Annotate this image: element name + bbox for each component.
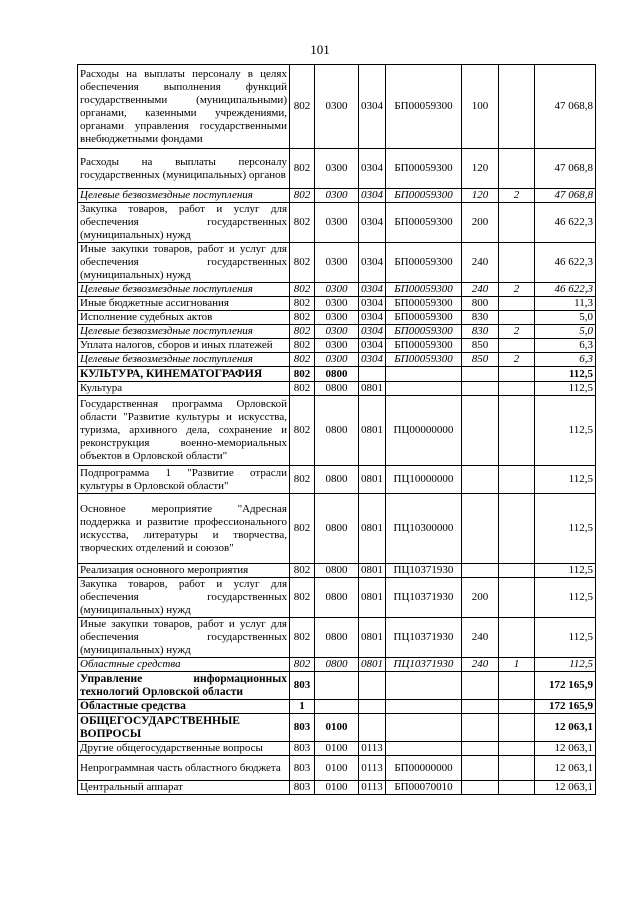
table-row: [78, 382, 596, 396]
table-row: [78, 494, 596, 564]
razdel-code: 0300: [315, 65, 359, 149]
expense-type-code: 830: [462, 311, 499, 325]
target-article-code: БП00059300: [386, 243, 462, 283]
target-article-code: ПЦ10371930: [386, 618, 462, 658]
budget-table: [77, 64, 596, 795]
vedomstvo-code: 1: [290, 700, 315, 714]
target-article-code: БП00059300: [386, 311, 462, 325]
target-article-code: [386, 672, 462, 700]
razdel-code: [315, 672, 359, 700]
target-article-code: БП00059300: [386, 189, 462, 203]
amount: 6,3: [535, 339, 596, 353]
vedomstvo-code: 802: [290, 65, 315, 149]
row-name: Целевые безвозмездные поступления: [78, 325, 290, 339]
vedomstvo-code: 802: [290, 618, 315, 658]
expense-type-code: 200: [462, 203, 499, 243]
podrazdel-code: 0304: [359, 243, 386, 283]
row-name: Управление информационных технологий Орловской области: [78, 672, 290, 700]
podrazdel-code: 0801: [359, 618, 386, 658]
row-name: Непрограммная часть областного бюджета: [78, 756, 290, 781]
row-name: Иные бюджетные ассигнования: [78, 297, 290, 311]
razdel-code: 0800: [315, 466, 359, 494]
row-name: Целевые безвозмездные поступления: [78, 283, 290, 297]
row-name: Иные закупки товаров, работ и услуг для обеспечения государственных (муниципальных) нужд: [78, 243, 290, 283]
funding-source-code: [499, 297, 535, 311]
razdel-code: 0800: [315, 367, 359, 382]
vedomstvo-code: 803: [290, 781, 315, 795]
razdel-code: 0100: [315, 742, 359, 756]
podrazdel-code: 0801: [359, 466, 386, 494]
table-row: [78, 618, 596, 658]
vedomstvo-code: 802: [290, 339, 315, 353]
funding-source-code: [499, 714, 535, 742]
target-article-code: [386, 742, 462, 756]
table-row: [78, 203, 596, 243]
amount: 47 068,8: [535, 149, 596, 189]
podrazdel-code: 0801: [359, 382, 386, 396]
expense-type-code: 240: [462, 618, 499, 658]
razdel-code: 0800: [315, 564, 359, 578]
funding-source-code: [499, 564, 535, 578]
expense-type-code: 100: [462, 65, 499, 149]
amount: 112,5: [535, 396, 596, 466]
table-row: [78, 325, 596, 339]
vedomstvo-code: 802: [290, 658, 315, 672]
razdel-code: 0300: [315, 189, 359, 203]
amount: 5,0: [535, 325, 596, 339]
expense-type-code: 850: [462, 353, 499, 367]
amount: 46 622,3: [535, 243, 596, 283]
table-row: [78, 283, 596, 297]
amount: 112,5: [535, 367, 596, 382]
funding-source-code: 2: [499, 283, 535, 297]
table-row: [78, 700, 596, 714]
vedomstvo-code: 802: [290, 297, 315, 311]
amount: 12 063,1: [535, 742, 596, 756]
table-row: [78, 564, 596, 578]
target-article-code: ПЦ10000000: [386, 466, 462, 494]
target-article-code: БП00059300: [386, 203, 462, 243]
funding-source-code: 1: [499, 658, 535, 672]
funding-source-code: [499, 311, 535, 325]
target-article-code: БП00070010: [386, 781, 462, 795]
razdel-code: 0300: [315, 297, 359, 311]
amount: 112,5: [535, 578, 596, 618]
row-name: Культура: [78, 382, 290, 396]
target-article-code: [386, 714, 462, 742]
page-number: 101: [310, 42, 330, 57]
razdel-code: 0800: [315, 618, 359, 658]
target-article-code: БП00059300: [386, 353, 462, 367]
expense-type-code: [462, 756, 499, 781]
vedomstvo-code: 803: [290, 756, 315, 781]
podrazdel-code: 0304: [359, 325, 386, 339]
podrazdel-code: 0304: [359, 339, 386, 353]
razdel-code: 0800: [315, 396, 359, 466]
razdel-code: 0100: [315, 781, 359, 795]
razdel-code: [315, 700, 359, 714]
razdel-code: 0300: [315, 353, 359, 367]
podrazdel-code: 0113: [359, 781, 386, 795]
row-name: Областные средства: [78, 700, 290, 714]
table-row: [78, 742, 596, 756]
row-name: Подпрограмма 1 "Развитие отрасли культуры в Орловской области": [78, 466, 290, 494]
vedomstvo-code: 802: [290, 578, 315, 618]
target-article-code: БП00000000: [386, 756, 462, 781]
table-row: [78, 243, 596, 283]
razdel-code: 0100: [315, 714, 359, 742]
row-name: Другие общегосударственные вопросы: [78, 742, 290, 756]
table-row: [78, 714, 596, 742]
table-row: [78, 466, 596, 494]
amount: 46 622,3: [535, 283, 596, 297]
podrazdel-code: 0304: [359, 65, 386, 149]
podrazdel-code: [359, 700, 386, 714]
funding-source-code: [499, 672, 535, 700]
funding-source-code: [499, 367, 535, 382]
vedomstvo-code: 802: [290, 325, 315, 339]
funding-source-code: 2: [499, 189, 535, 203]
vedomstvo-code: 802: [290, 311, 315, 325]
expense-type-code: [462, 672, 499, 700]
row-name: Уплата налогов, сборов и иных платежей: [78, 339, 290, 353]
podrazdel-code: 0304: [359, 311, 386, 325]
row-name: Расходы на выплаты персоналу государственных (муниципальных) органов: [78, 149, 290, 189]
funding-source-code: [499, 382, 535, 396]
podrazdel-code: 0304: [359, 203, 386, 243]
target-article-code: БП00059300: [386, 149, 462, 189]
row-name: КУЛЬТУРА, КИНЕМАТОГРАФИЯ: [78, 367, 290, 382]
amount: 46 622,3: [535, 203, 596, 243]
amount: 47 068,8: [535, 189, 596, 203]
expense-type-code: 830: [462, 325, 499, 339]
funding-source-code: [499, 618, 535, 658]
table-row: [78, 781, 596, 795]
expense-type-code: [462, 700, 499, 714]
expense-type-code: [462, 714, 499, 742]
expense-type-code: [462, 742, 499, 756]
podrazdel-code: 0801: [359, 564, 386, 578]
funding-source-code: [499, 494, 535, 564]
razdel-code: 0300: [315, 325, 359, 339]
vedomstvo-code: 802: [290, 367, 315, 382]
table-row: [78, 149, 596, 189]
razdel-code: 0300: [315, 311, 359, 325]
row-name: Закупка товаров, работ и услуг для обеспечения государственных (муниципальных) нужд: [78, 203, 290, 243]
row-name: Реализация основного мероприятия: [78, 564, 290, 578]
row-name: Областные средства: [78, 658, 290, 672]
funding-source-code: [499, 466, 535, 494]
razdel-code: 0300: [315, 283, 359, 297]
vedomstvo-code: 802: [290, 189, 315, 203]
razdel-code: 0300: [315, 339, 359, 353]
table-row: [78, 396, 596, 466]
podrazdel-code: 0304: [359, 149, 386, 189]
expense-type-code: 200: [462, 578, 499, 618]
razdel-code: 0300: [315, 149, 359, 189]
expense-type-code: [462, 781, 499, 795]
vedomstvo-code: 802: [290, 564, 315, 578]
vedomstvo-code: 802: [290, 203, 315, 243]
target-article-code: БП00059300: [386, 65, 462, 149]
vedomstvo-code: 802: [290, 382, 315, 396]
row-name: Целевые безвозмездные поступления: [78, 189, 290, 203]
amount: 172 165,9: [535, 700, 596, 714]
target-article-code: БП00059300: [386, 297, 462, 311]
target-article-code: БП00059300: [386, 339, 462, 353]
razdel-code: 0300: [315, 203, 359, 243]
target-article-code: ПЦ10371930: [386, 658, 462, 672]
row-name: Целевые безвозмездные поступления: [78, 353, 290, 367]
table-row: [78, 672, 596, 700]
table-row: [78, 339, 596, 353]
funding-source-code: [499, 756, 535, 781]
funding-source-code: [499, 578, 535, 618]
target-article-code: ПЦ00000000: [386, 396, 462, 466]
podrazdel-code: [359, 672, 386, 700]
expense-type-code: [462, 466, 499, 494]
expense-type-code: 240: [462, 283, 499, 297]
expense-type-code: [462, 396, 499, 466]
vedomstvo-code: 803: [290, 742, 315, 756]
podrazdel-code: [359, 367, 386, 382]
podrazdel-code: 0801: [359, 578, 386, 618]
razdel-code: 0800: [315, 494, 359, 564]
podrazdel-code: 0304: [359, 353, 386, 367]
amount: 12 063,1: [535, 756, 596, 781]
amount: 5,0: [535, 311, 596, 325]
expense-type-code: [462, 382, 499, 396]
funding-source-code: 2: [499, 353, 535, 367]
vedomstvo-code: 802: [290, 243, 315, 283]
funding-source-code: [499, 700, 535, 714]
expense-type-code: [462, 367, 499, 382]
podrazdel-code: 0801: [359, 494, 386, 564]
vedomstvo-code: 802: [290, 466, 315, 494]
table-row: [78, 578, 596, 618]
target-article-code: ПЦ10300000: [386, 494, 462, 564]
row-name: Расходы на выплаты персоналу в целях обеспечения выполнения функций государственными (муниципальными) органами, казенными учреждениями, органами управления государственными внебюджетными фондами: [78, 65, 290, 149]
expense-type-code: 240: [462, 658, 499, 672]
funding-source-code: [499, 339, 535, 353]
funding-source-code: [499, 781, 535, 795]
vedomstvo-code: 803: [290, 714, 315, 742]
podrazdel-code: [359, 714, 386, 742]
expense-type-code: [462, 564, 499, 578]
amount: 12 063,1: [535, 714, 596, 742]
row-name: Центральный аппарат: [78, 781, 290, 795]
amount: 47 068,8: [535, 65, 596, 149]
podrazdel-code: 0304: [359, 297, 386, 311]
target-article-code: [386, 700, 462, 714]
table-row: [78, 297, 596, 311]
funding-source-code: [499, 742, 535, 756]
podrazdel-code: 0113: [359, 742, 386, 756]
podrazdel-code: 0801: [359, 658, 386, 672]
amount: 112,5: [535, 382, 596, 396]
podrazdel-code: 0113: [359, 756, 386, 781]
amount: 172 165,9: [535, 672, 596, 700]
vedomstvo-code: 802: [290, 353, 315, 367]
amount: 112,5: [535, 466, 596, 494]
expense-type-code: 800: [462, 297, 499, 311]
row-name: Государственная программа Орловской области "Развитие культуры и искусства, туризма, архивного дела, сохранение и реконструкция военно-мемориальных объектов в Орловской области": [78, 396, 290, 466]
podrazdel-code: 0801: [359, 396, 386, 466]
table-row: [78, 658, 596, 672]
vedomstvo-code: 803: [290, 672, 315, 700]
target-article-code: [386, 382, 462, 396]
table-row: [78, 367, 596, 382]
expense-type-code: 850: [462, 339, 499, 353]
funding-source-code: [499, 243, 535, 283]
funding-source-code: [499, 65, 535, 149]
podrazdel-code: 0304: [359, 189, 386, 203]
table-row: [78, 311, 596, 325]
vedomstvo-code: 802: [290, 494, 315, 564]
funding-source-code: 2: [499, 325, 535, 339]
razdel-code: 0100: [315, 756, 359, 781]
expense-type-code: 120: [462, 189, 499, 203]
table-row: [78, 189, 596, 203]
vedomstvo-code: 802: [290, 283, 315, 297]
razdel-code: 0800: [315, 578, 359, 618]
expense-type-code: [462, 494, 499, 564]
vedomstvo-code: 802: [290, 149, 315, 189]
target-article-code: БП00059300: [386, 325, 462, 339]
row-name: ОБЩЕГОСУДАРСТВЕННЫЕ ВОПРОСЫ: [78, 714, 290, 742]
amount: 6,3: [535, 353, 596, 367]
target-article-code: БП00059300: [386, 283, 462, 297]
razdel-code: 0800: [315, 658, 359, 672]
razdel-code: 0300: [315, 243, 359, 283]
target-article-code: ПЦ10371930: [386, 564, 462, 578]
funding-source-code: [499, 203, 535, 243]
podrazdel-code: 0304: [359, 283, 386, 297]
target-article-code: ПЦ10371930: [386, 578, 462, 618]
amount: 112,5: [535, 564, 596, 578]
table-row: [78, 353, 596, 367]
funding-source-code: [499, 396, 535, 466]
amount: 12 063,1: [535, 781, 596, 795]
expense-type-code: 120: [462, 149, 499, 189]
row-name: Исполнение судебных актов: [78, 311, 290, 325]
target-article-code: [386, 367, 462, 382]
amount: 112,5: [535, 494, 596, 564]
row-name: Иные закупки товаров, работ и услуг для обеспечения государственных (муниципальных) нужд: [78, 618, 290, 658]
razdel-code: 0800: [315, 382, 359, 396]
row-name: Основное мероприятие "Адресная поддержка и развитие профессионального искусства, литературы и творчества, творческих отделений и союзов": [78, 494, 290, 564]
row-name: Закупка товаров, работ и услуг для обеспечения государственных (муниципальных) нужд: [78, 578, 290, 618]
table-row: [78, 65, 596, 149]
amount: 112,5: [535, 658, 596, 672]
vedomstvo-code: 802: [290, 396, 315, 466]
amount: 112,5: [535, 618, 596, 658]
table-row: [78, 756, 596, 781]
funding-source-code: [499, 149, 535, 189]
expense-type-code: 240: [462, 243, 499, 283]
amount: 11,3: [535, 297, 596, 311]
